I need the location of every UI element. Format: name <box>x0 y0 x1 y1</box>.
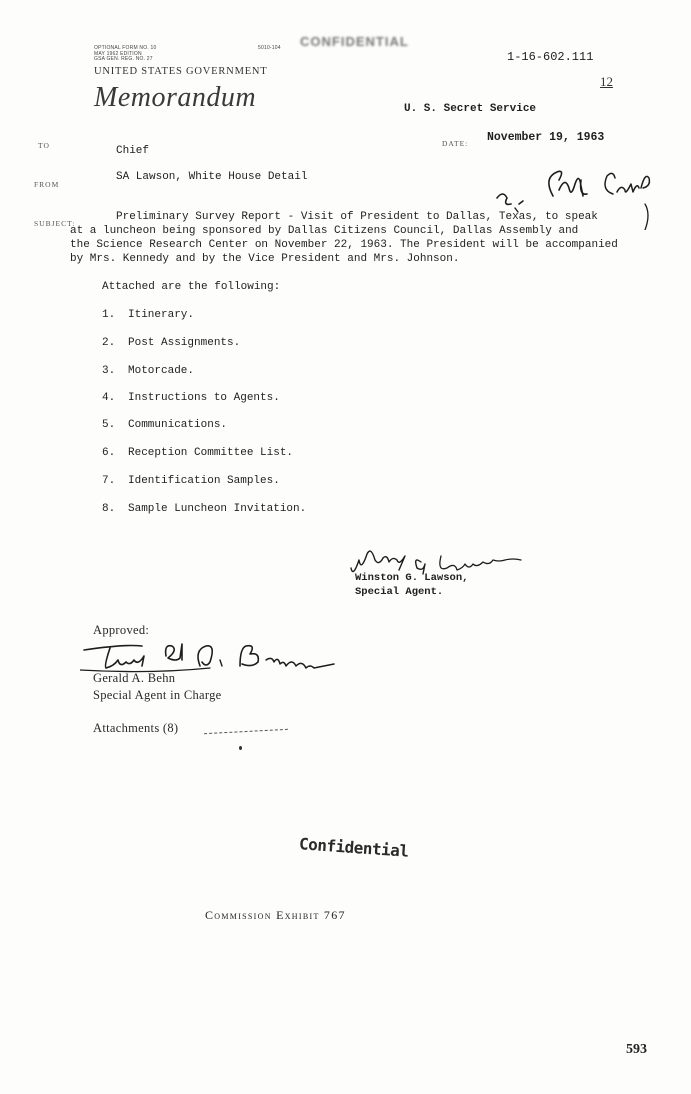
subject-line: the Science Research Center on November 22, 1963. The President will be accompanied <box>70 239 618 251</box>
date-label: DATE: <box>442 139 469 148</box>
form-line: MAY 1962 EDITION <box>94 50 142 57</box>
ink-dot <box>239 746 242 750</box>
page-mark: 12 <box>600 74 613 89</box>
commission-exhibit: Commission Exhibit 767 <box>205 908 346 922</box>
list-item <box>102 365 194 377</box>
list-item <box>102 309 194 321</box>
list-item-text: Motorcade. <box>128 365 195 377</box>
list-item-text: Itinerary. <box>128 309 195 321</box>
list-item-text: Communications. <box>128 419 228 431</box>
list-item-number: 6. <box>102 447 116 459</box>
lawson-title: Special Agent. <box>355 586 444 598</box>
page-number: 593 <box>626 1042 647 1057</box>
list-item-text: Post Assignments. <box>128 337 241 349</box>
from-label: FROM <box>34 180 60 189</box>
subject-line: by Mrs. Kennedy and by the Vice President and Mrs. Johnson. <box>70 253 460 265</box>
lawson-name: Winston G. Lawson, <box>355 572 469 584</box>
classification-stamp: CONFIDENTIAL <box>300 34 409 49</box>
from-value: SA Lawson, White House Detail <box>116 171 308 183</box>
list-item <box>102 503 306 515</box>
list-item-number: 4. <box>102 392 116 404</box>
list-item-number: 5. <box>102 419 116 431</box>
list-item <box>102 447 293 459</box>
list-item-number: 2. <box>102 337 116 349</box>
list-item <box>102 419 227 431</box>
approved-label: Approved: <box>93 623 150 637</box>
government-line: UNITED STATES GOVERNMENT <box>94 66 268 77</box>
subject-label: SUBJECT: <box>34 219 76 228</box>
form-line: OPTIONAL FORM NO. 10 <box>94 45 157 51</box>
list-item-number: 1. <box>102 309 116 321</box>
list-item <box>102 337 240 349</box>
list-item-number: 3. <box>102 365 116 377</box>
subject-line: Preliminary Survey Report - Visit of President to Dallas, Texas, to speak <box>116 211 598 223</box>
to-label: TO <box>38 141 50 150</box>
list-item <box>102 392 280 404</box>
file-number: 1-16-602.111 <box>507 50 594 64</box>
form-line: GSA GEN. REG. NO. 27 <box>94 56 153 62</box>
attachment-intro: Attached are the following: <box>102 281 281 293</box>
form-code: 5010-104 <box>258 45 281 51</box>
list-item-text: Identification Samples. <box>128 475 280 487</box>
subject-line: at a luncheon being sponsored by Dallas Citizens Council, Dallas Assembly and <box>70 225 579 237</box>
form-identifier <box>94 46 156 63</box>
to-value: Chief <box>116 145 150 157</box>
confidential-stamp: Confidential <box>298 834 410 861</box>
list-item-text: Sample Luncheon Invitation. <box>128 503 307 515</box>
agency: U. S. Secret Service <box>404 103 537 115</box>
list-item <box>102 475 280 487</box>
list-item-text: Instructions to Agents. <box>128 392 280 404</box>
behn-title: Special Agent in Charge <box>93 688 222 702</box>
attachments-dashed-line <box>204 729 288 734</box>
list-item-text: Reception Committee List. <box>128 447 294 459</box>
date-value: November 19, 1963 <box>487 131 605 144</box>
behn-name: Gerald A. Behn <box>93 671 176 685</box>
list-item-number: 8. <box>102 503 116 515</box>
list-item-number: 7. <box>102 475 116 487</box>
attachments-count: Attachments (8) <box>93 721 179 735</box>
memo-title: Memorandum <box>94 82 257 113</box>
